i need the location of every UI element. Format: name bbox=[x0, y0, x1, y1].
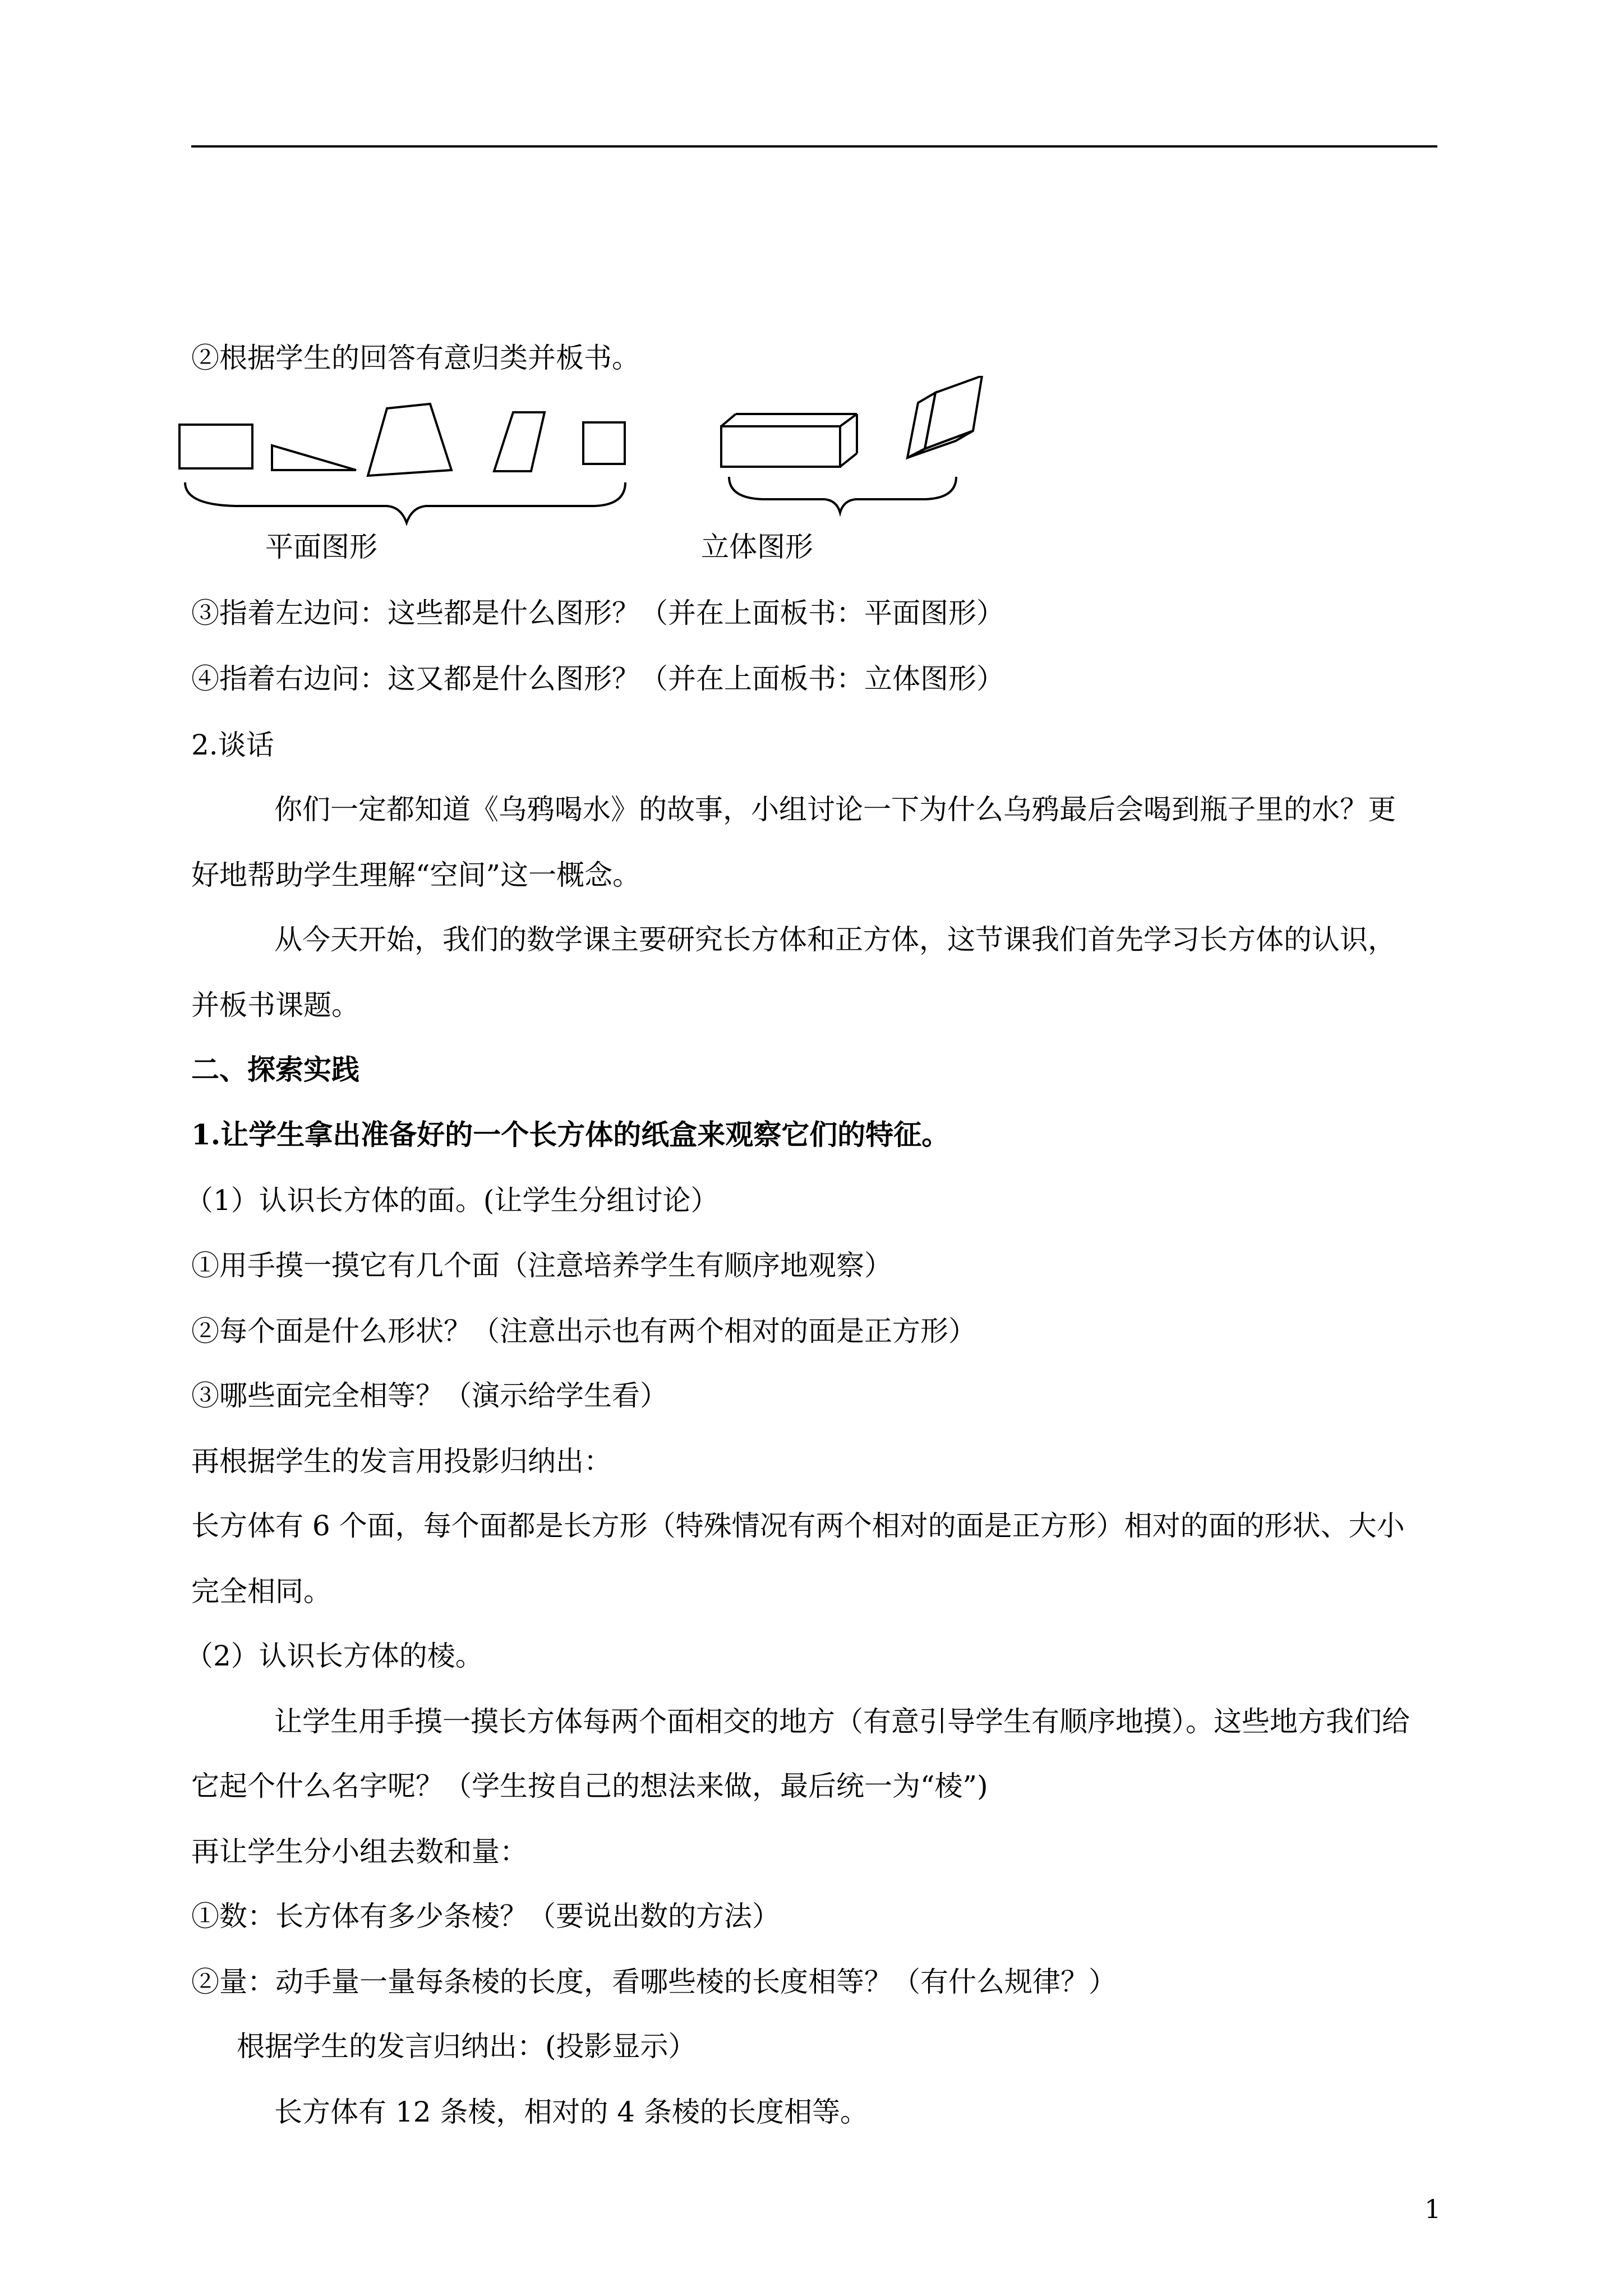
text-line: 完全相同。 bbox=[191, 1575, 331, 1608]
cuboid-shape bbox=[721, 414, 857, 467]
page-number: 1 bbox=[1424, 2194, 1441, 2224]
triangle-shape bbox=[272, 445, 356, 470]
text-line: （2）认识长方体的棱。 bbox=[185, 1640, 483, 1672]
text-line: 你们一定都知道《乌鸦喝水》的故事，小组讨论一下为什么乌鸦最后会喝到瓶子里的水？更 bbox=[274, 793, 1396, 826]
solid-brace bbox=[729, 477, 956, 513]
square-shape bbox=[583, 422, 625, 464]
rectangle-shape bbox=[179, 425, 252, 468]
text-line: ③哪些面完全相等？（演示给学生看） bbox=[191, 1379, 668, 1412]
text-line: 它起个什么名字呢？（学生按自己的想法来做，最后统一为“棱”) bbox=[191, 1770, 988, 1802]
text-line: ①用手摸一摸它有几个面（注意培养学生有顺序地观察） bbox=[191, 1249, 892, 1282]
text-line: 并板书课题。 bbox=[191, 989, 359, 1022]
text-line: 长方体有 6 个面，每个面都是长方形（特殊情况有两个相对的面是正方形）相对的面的形状、大小 bbox=[191, 1510, 1405, 1542]
section-heading: 二、探索实践 bbox=[191, 1053, 359, 1086]
subsection-heading: 1.让学生拿出准备好的一个长方体的纸盒来观察它们的特征。 bbox=[191, 1118, 950, 1151]
text-line: 再让学生分小组去数和量： bbox=[191, 1835, 528, 1868]
solid-figures-label: 立体图形 bbox=[701, 531, 813, 563]
text-line: 根据学生的发言归纳出：(投影显示） bbox=[237, 2030, 697, 2063]
text-line: 再根据学生的发言用投影归纳出： bbox=[191, 1445, 612, 1478]
text-line: 长方体有 12 条棱，相对的 4 条棱的长度相等。 bbox=[274, 2096, 869, 2128]
text-line: ①数：长方体有多少条棱？（要说出数的方法） bbox=[191, 1900, 780, 1932]
text-line: ④指着右边问：这又都是什么图形？（并在上面板书：立体图形） bbox=[191, 662, 1004, 695]
text-line: ③指着左边问：这些都是什么图形？（并在上面板书：平面图形） bbox=[191, 597, 1004, 629]
text-line: 好地帮助学生理解“空间”这一概念。 bbox=[191, 859, 641, 891]
header-rule bbox=[191, 145, 1437, 148]
cube-shape bbox=[907, 376, 982, 458]
text-line: ②量：动手量一量每条棱的长度，看哪些棱的长度相等？（有什么规律？） bbox=[191, 1966, 1117, 1998]
text-line: （1）认识长方体的面。(让学生分组讨论） bbox=[185, 1184, 719, 1217]
text-line: 2.谈话 bbox=[191, 729, 274, 761]
trapezoid-shape bbox=[368, 404, 451, 476]
plane-figures-label: 平面图形 bbox=[265, 531, 377, 563]
parallelogram-shape bbox=[494, 412, 545, 471]
text-line: ②根据学生的回答有意归类并板书。 bbox=[191, 342, 640, 374]
text-line: ②每个面是什么形状？（注意出示也有两个相对的面是正方形） bbox=[191, 1315, 976, 1347]
plane-brace bbox=[185, 482, 625, 523]
text-line: 从今天开始，我们的数学课主要研究长方体和正方体，这节课我们首先学习长方体的认识， bbox=[274, 923, 1396, 956]
text-line: 让学生用手摸一摸长方体每两个面相交的地方（有意引导学生有顺序地摸）。这些地方我们给 bbox=[274, 1705, 1410, 1738]
